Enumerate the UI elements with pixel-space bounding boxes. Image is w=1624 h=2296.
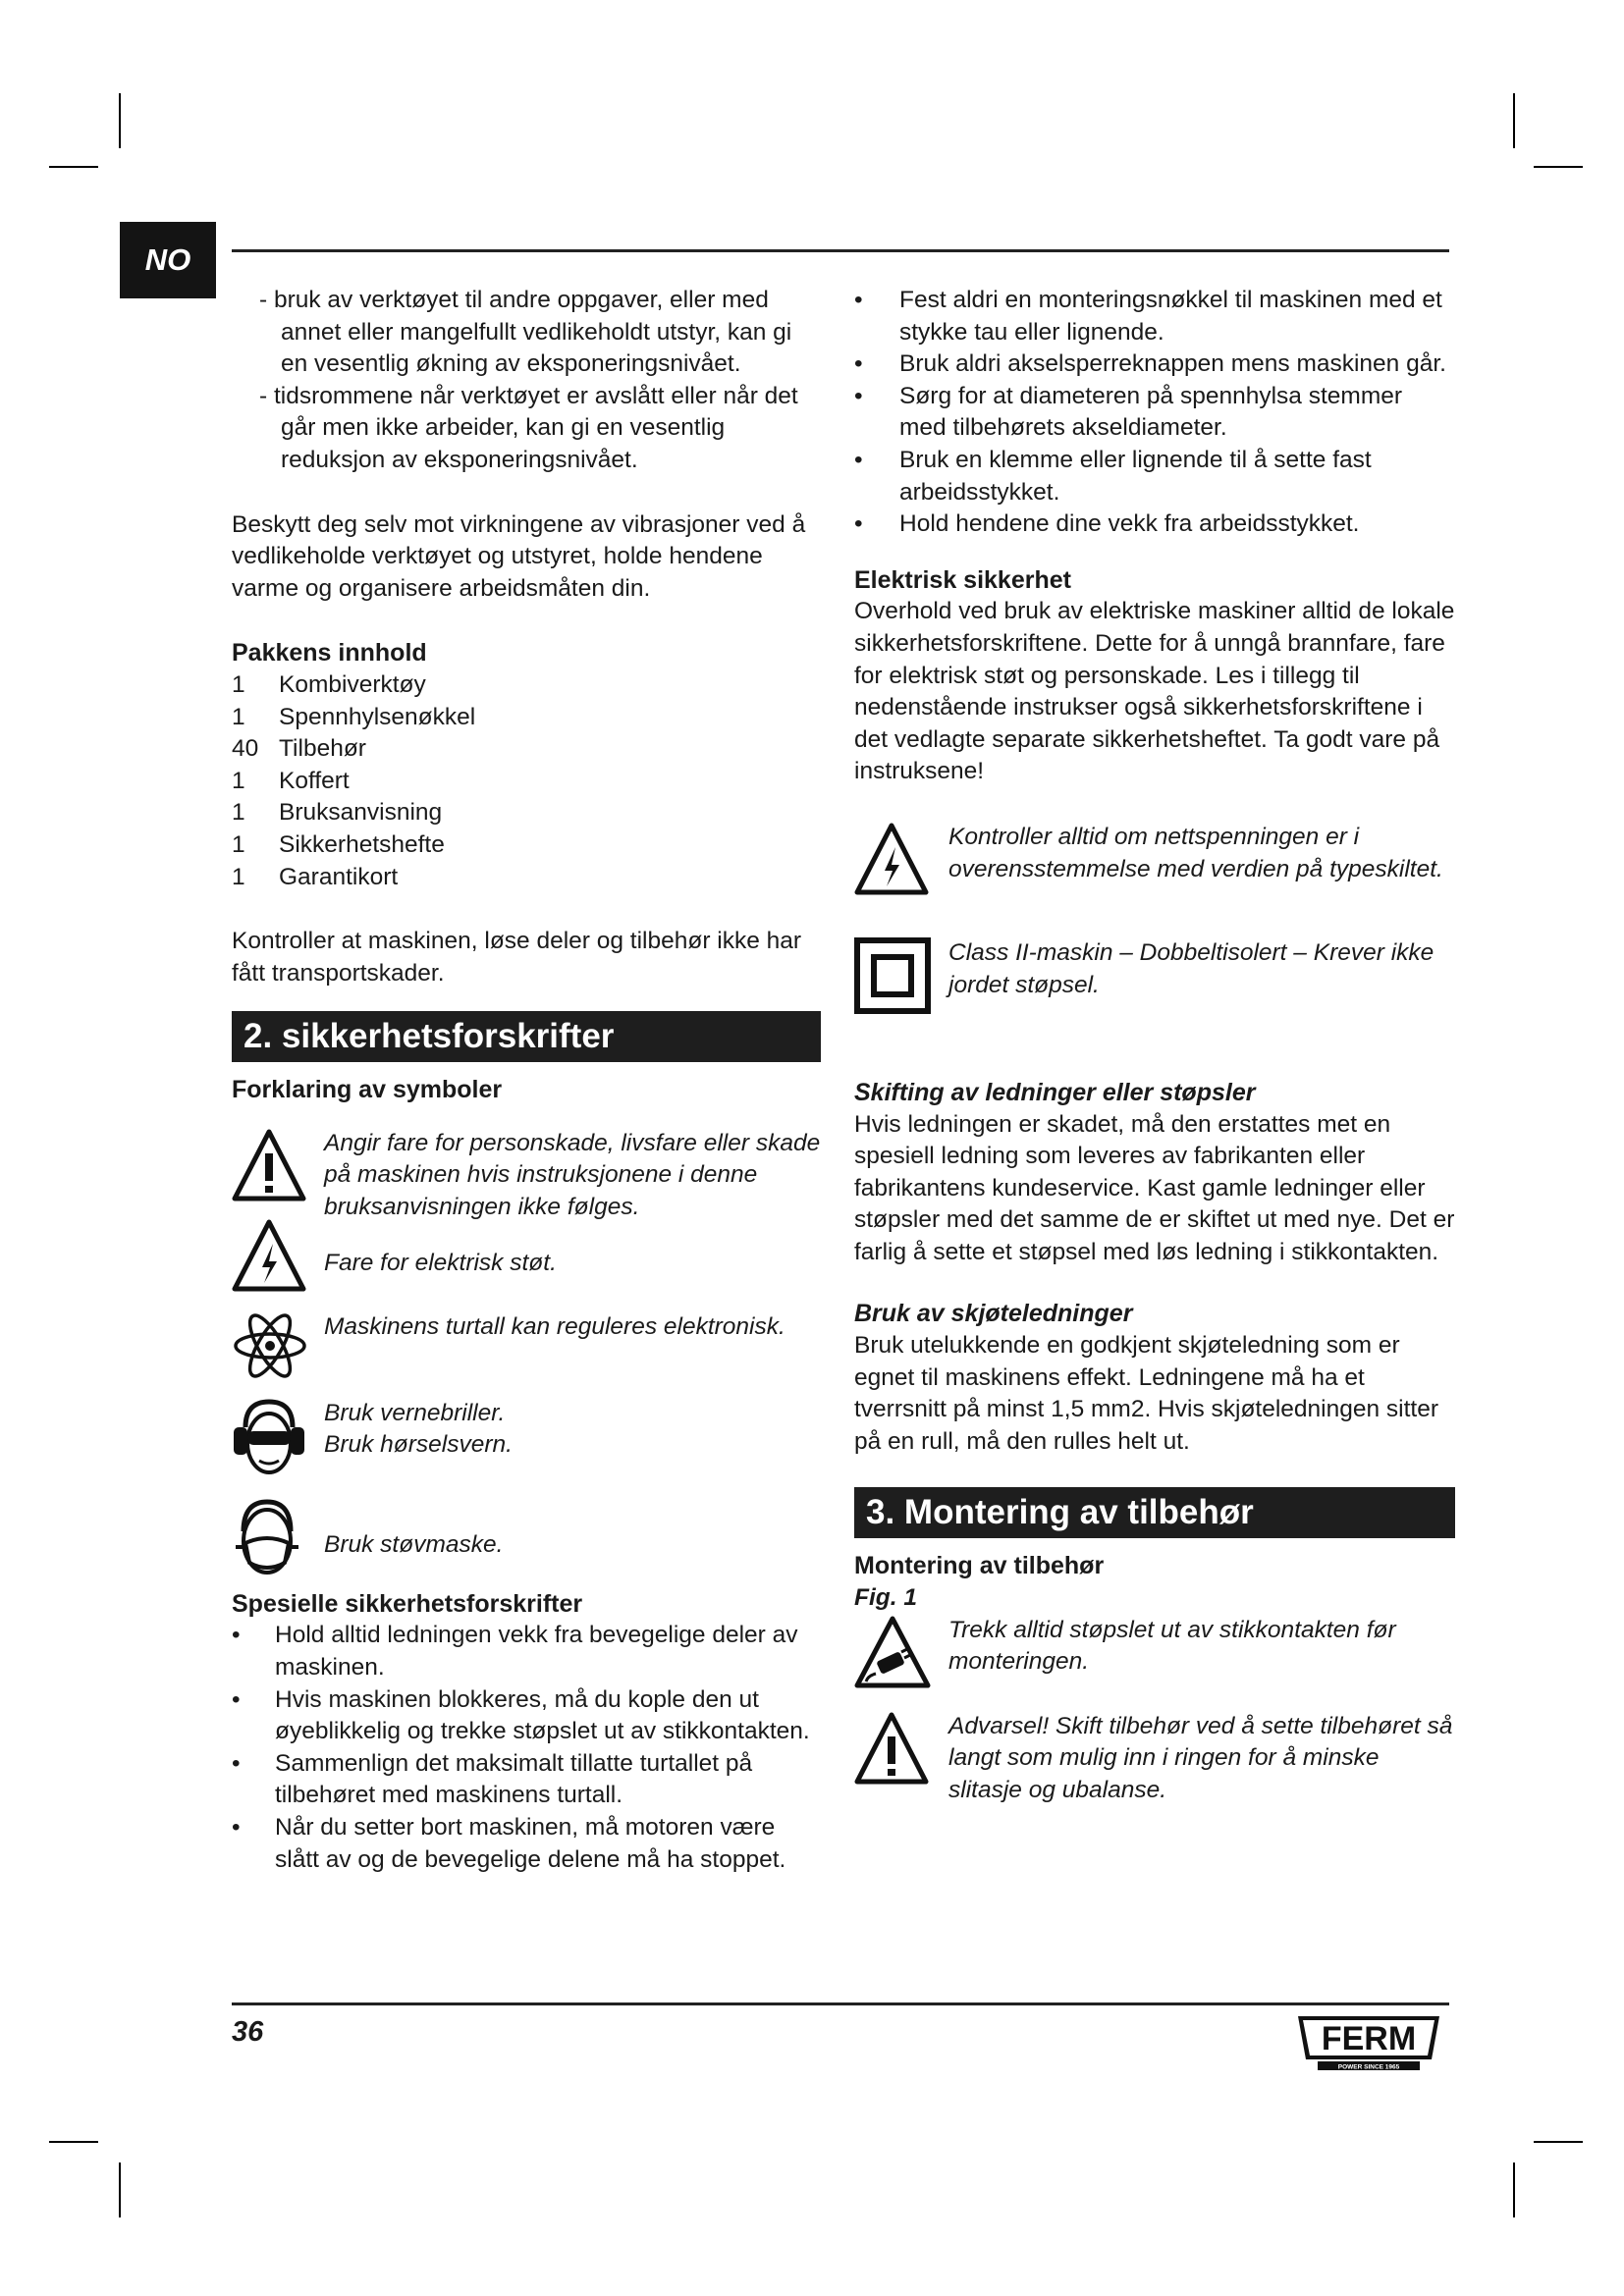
ferm-logo <box>1294 2012 1443 2078</box>
page-number: 36 <box>232 2016 264 2048</box>
dust-mask-icon <box>232 1498 302 1578</box>
mount-heading: Montering av tilbehør <box>854 1552 1105 1580</box>
list-item: 40 Tilbehør <box>232 735 366 763</box>
language-tab: NO <box>120 222 216 298</box>
protect-paragraph: Beskytt deg selv mot virkningene av vibrasjoner ved å vedlikeholde verktøyet og utstyret, holde hendene varme og organisere arbeidsmåten din. <box>232 510 806 602</box>
crop-mark <box>1534 2141 1583 2143</box>
crop-mark <box>49 166 98 168</box>
class-ii-icon <box>854 937 931 1014</box>
crop-mark <box>1534 166 1583 168</box>
intro-item: - bruk av verktøyet til andre oppgaver, eller med annet eller mangelfullt vedlikeholdt utstyr, kan gi en vesentlig økning av eksponeringsnivået. <box>259 287 792 378</box>
list-item: 1 Koffert <box>232 767 350 794</box>
special-heading: Spesielle sikkerhetsforskrifter <box>232 1589 583 1618</box>
list-item: 1 Sikkerhetshefte <box>232 830 445 858</box>
crop-mark <box>119 2163 121 2217</box>
crop-mark <box>119 93 121 148</box>
bullet-list <box>854 285 1455 541</box>
list-item: • Hold alltid ledningen vekk fra bevegelige deler av maskinen. <box>232 1622 798 1682</box>
left-column <box>232 285 821 1876</box>
svg-text:FERM: FERM <box>1321 2020 1417 2057</box>
footer-rule <box>232 2002 1449 2005</box>
symbol-row: Advarsel! Skift tilbehør ved å sette tilbehøret så langt som mulig inn i ringen for å minske slitasje og ubalanse. <box>854 1711 1455 1809</box>
list-item: 1 Garantikort <box>232 863 399 890</box>
electronic-speed-icon <box>232 1311 308 1380</box>
intro-item: - tidsrommene når verktøyet er avslått eller når det går men ikke arbeider, kan gi en vesentlig reduksjon av eksponeringsnivået. <box>259 382 798 473</box>
crop-mark <box>49 2141 98 2143</box>
package-heading: Pakkens innhold <box>232 639 427 667</box>
symbol-row: Bruk vernebriller. Bruk hørselsvern. <box>232 1398 821 1498</box>
symbol-row: Bruk støvmaske. <box>232 1498 821 1576</box>
cable-paragraph: Hvis ledningen er skadet, må den erstattes met en spesiell ledning som leveres av fabrikanten eller fabrikantens kundeservice. Kast gamle ledninger eller støpsler med det samme de er skiftet ut med nye. Det er farlig å sette et støpsel med løs ledning i stikkontakten. <box>854 1110 1455 1265</box>
crop-mark <box>1513 2163 1515 2217</box>
list-item: • Bruk en klemme eller lignende til å sette fast arbeidsstykket. <box>854 446 1372 506</box>
special-list <box>232 1620 821 1876</box>
right-column <box>854 285 1455 1809</box>
check-paragraph: Kontroller at maskinen, løse deler og tilbehør ikke har fått transportskader. <box>232 928 802 987</box>
section-3-title: 3. Montering av tilbehør <box>854 1487 1455 1538</box>
symbol-row: Class II-maskin – Dobbeltisolert – Krever ikke jordet støpsel. <box>854 937 1455 1077</box>
crop-mark <box>1513 93 1515 148</box>
symbol-row: Fare for elektrisk støt. <box>232 1218 821 1311</box>
list-item: • Sammenlign det maksimalt tillatte turtallet på tilbehøret med maskinens turtall. <box>232 1749 753 1809</box>
electric-hazard-icon <box>854 822 929 896</box>
list-item: 1 Bruksanvisning <box>232 799 443 827</box>
list-item: • Hold hendene dine vekk fra arbeidsstykket. <box>854 510 1360 538</box>
list-item: 1 Kombiverktøy <box>232 670 426 698</box>
symbol-row: Kontroller alltid om nettspenningen er i overensstemmelse med verdien på typeskiltet. <box>854 822 1455 937</box>
warning-icon <box>854 1711 929 1786</box>
list-item: • Fest aldri en monteringsnøkkel til maskinen med et stykke tau eller lignende. <box>854 287 1442 346</box>
header-rule <box>232 249 1449 252</box>
electric-heading: Elektrisk sikkerhet <box>854 565 1071 594</box>
symbol-row: Trekk alltid støpslet ut av stikkontakten før monteringen. <box>854 1615 1455 1711</box>
electric-paragraph: Overhold ved bruk av elektriske maskiner alltid de lokale sikkerhetsforskriftene. Dette for å unngå brannfare, fare for elektrisk støt og personskade. Les i tillegg til nedenstående instrukser også sikkerhetsforskriftene i det vedlagte separate sikkerhetsheftet. Ta godt vare på instruksene! <box>854 598 1455 785</box>
figure-label: Fig. 1 <box>854 1584 917 1612</box>
list-item: • Hvis maskinen blokkeres, må du kople den ut øyeblikkelig og trekke støpslet ut av stikkontakten. <box>232 1685 810 1745</box>
list-item: 1 Spennhylsenøkkel <box>232 703 476 730</box>
package-list <box>232 669 821 893</box>
electric-hazard-icon <box>232 1218 306 1293</box>
extension-paragraph: Bruk utelukkende en godkjent skjøteledning som er egnet til maskinens effekt. Ledningene må ha et tverrsnitt på minst 1,5 mm2. Hvis skjøteledningen sitter på en rull, må den rulles helt ut. <box>854 1332 1439 1455</box>
extension-heading: Bruk av skjøteledninger <box>854 1300 1133 1328</box>
symbol-row: Maskinens turtall kan reguleres elektronisk. <box>232 1311 821 1398</box>
cable-heading: Skifting av ledninger eller støpsler <box>854 1078 1256 1106</box>
symbols-heading: Forklaring av symboler <box>232 1076 503 1104</box>
list-item: • Bruk aldri akselsperreknappen mens maskinen går. <box>854 350 1446 378</box>
symbol-row: Angir fare for personskade, livsfare eller skade på maskinen hvis instruksjonene i denne bruksanvisningen ikke følges. <box>232 1128 821 1218</box>
warning-icon <box>232 1128 306 1202</box>
list-item: • Sørg for at diameteren på spennhylsa stemmer med tilbehørets akseldiameter. <box>854 382 1403 442</box>
list-item: • Når du setter bort maskinen, må motoren være slått av og de bevegelige delene må ha stoppet. <box>232 1814 786 1873</box>
svg-text:POWER SINCE 1965: POWER SINCE 1965 <box>1337 2063 1400 2071</box>
goggles-earmuffs-icon <box>232 1398 306 1480</box>
section-2-title: 2. sikkerhetsforskrifter <box>232 1011 821 1062</box>
unplug-icon <box>854 1615 931 1689</box>
